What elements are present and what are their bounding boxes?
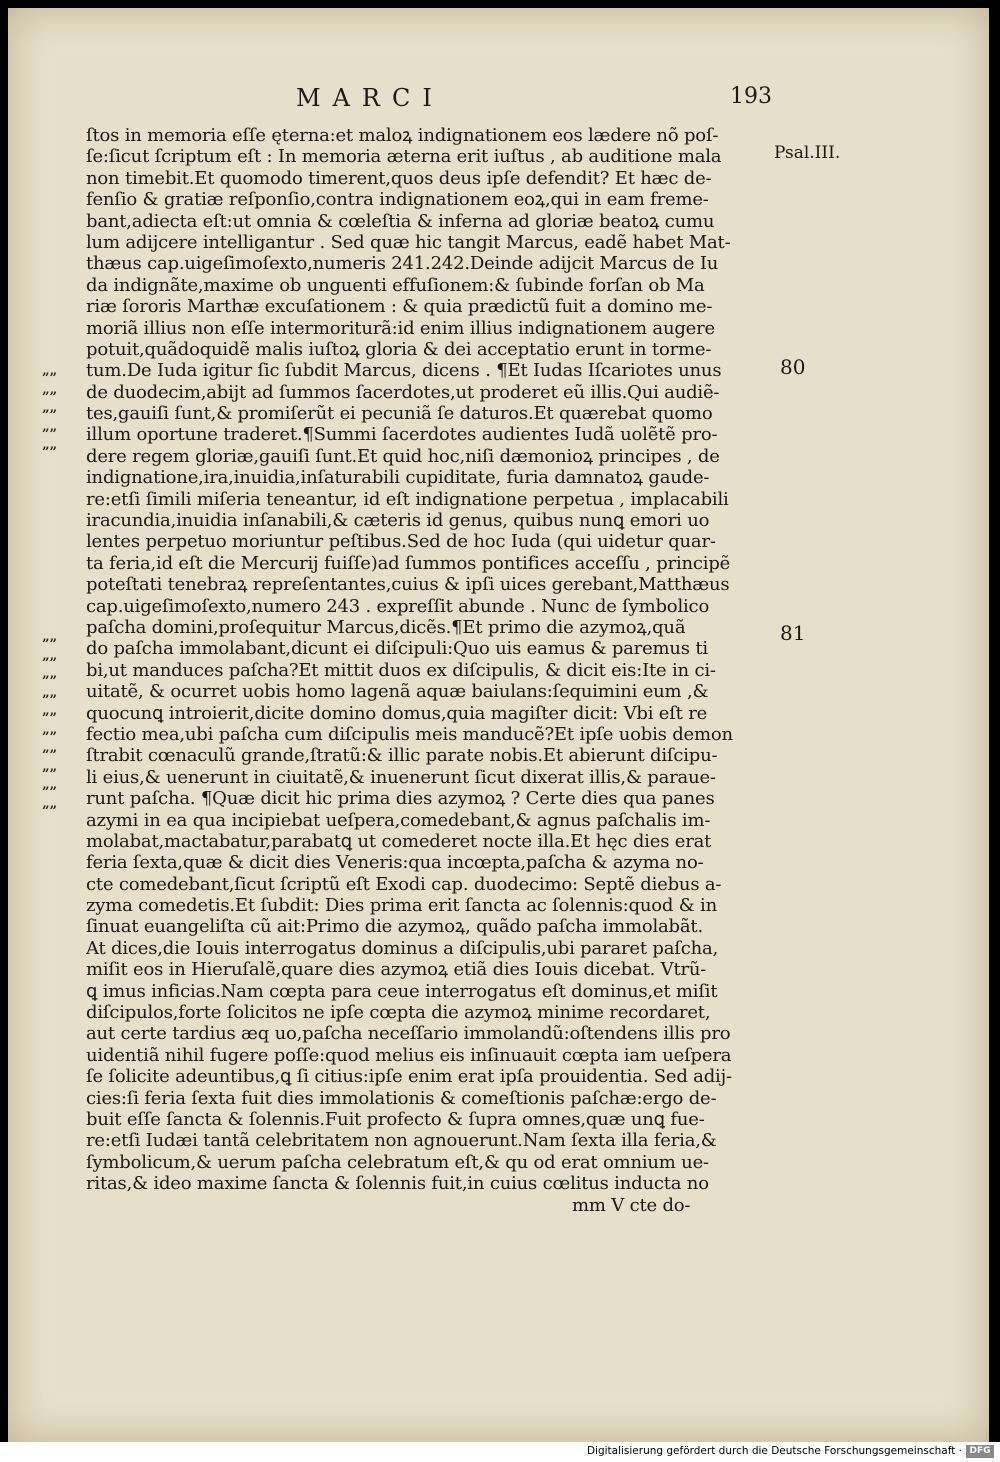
footer-bar bbox=[0, 1442, 1000, 1462]
text-line: aut certe tardius æq uo,paſcha neceſſario immolandũ:oſtendens illis pro bbox=[86, 1023, 731, 1045]
margin-note-section-80: 80 bbox=[780, 355, 806, 379]
text-line: do paſcha immolabant,dicunt ei diſcipuli:Quo uis eamus & paremus ti bbox=[86, 638, 708, 660]
text-line: non timebit.Et quomodo timerent,quos deus ipſe defendit? Et hæc de- bbox=[86, 167, 712, 189]
text-line: ꝗ imus inficias.Nam cœpta para ceue interrogatus eſt dominus,et miſit bbox=[86, 980, 718, 1002]
quote-mark: ”” bbox=[42, 785, 57, 800]
quote-mark: ”” bbox=[42, 674, 57, 689]
text-line: potuit,quãdoquidẽ malis iuſtoꝝ gloria & dei acceptatio erunt in torme- bbox=[86, 338, 712, 360]
text-line: de duodecim,abijt ad ſummos ſacerdotes,ut proderet eũ illis.Qui audiẽ- bbox=[86, 381, 720, 403]
text-line: indignatione,ira,inuidia,inſaturabili cupiditate, furia damnatoꝝ gaude- bbox=[86, 467, 710, 489]
quote-mark: ”” bbox=[42, 748, 57, 763]
text-line: iracundia,inuidia inſanabili,& cæteris id genus, quibus nunꝗ emori uo bbox=[86, 510, 710, 532]
quote-mark: ”” bbox=[42, 408, 57, 423]
text-line: poteſtati tenebraꝝ repreſentantes,cuius & ipſi uices gerebant,Matthæus bbox=[86, 574, 730, 596]
text-line: uitatẽ, & ocurret uobis homo lagenã aquæ baiulans:ſequimini eum ,& bbox=[86, 681, 709, 703]
text-line: At dices,die Iouis interrogatus dominus a diſcipulis,ubi pararet paſcha, bbox=[86, 937, 719, 959]
text-line: lentes perpetuo moriuntur peſtibus.Sed de hoc Iuda (qui uidetur quar- bbox=[86, 531, 716, 553]
text-line: da indignãte,maxime ob unguenti effuſionem:& ſubinde forſan ob Ma bbox=[86, 274, 705, 296]
text-line: fectio mea,ubi paſcha cum diſcipulis meis manducẽ?Et ipſe uobis demon bbox=[86, 723, 733, 745]
quote-mark: ”” bbox=[42, 637, 57, 652]
text-line: ſtrabit cœnaculũ grande,ſtratũ:& illic parate nobis.Et abierunt diſcipu- bbox=[86, 745, 718, 767]
text-line: tes,gauiſi ſunt,& promiſerũt ei pecuniã ſe daturos.Et quærebat quomo bbox=[86, 403, 713, 425]
text-line: lum adijcere intelligantur . Sed quæ hic tangit Marcus, eadẽ habet Mat- bbox=[86, 231, 731, 253]
footer-credit: Digitalisierung gefördert durch die Deutsche Forschungsgemeinschaft · bbox=[586, 1445, 962, 1457]
quote-mark: ”” bbox=[42, 729, 57, 745]
text-line: re:etſi Iudæi tantã celebritatem non agnouerunt.Nam ſexta illa feria,& bbox=[86, 1130, 717, 1152]
text-line: ta feria,id eſt die Mercurij fuiſſe)ad ſummos pontifices acceſſu , principẽ bbox=[86, 552, 731, 574]
body-text bbox=[86, 125, 778, 1216]
text-line: riæ ſororis Marthæ excuſationem : & quia prædictũ fuit a domino me- bbox=[86, 296, 713, 318]
text-line: quocunꝗ introierit,dicite domino domus,quia magiſter dicit: Vbi eſt re bbox=[86, 702, 708, 724]
margin-note-section-81: 81 bbox=[780, 621, 806, 645]
text-line: azymi in ea qua incipiebat ueſpera,comedebant,& agnus paſchalis im- bbox=[86, 809, 711, 831]
quote-mark: ”” bbox=[42, 445, 57, 460]
quote-marks-passage-1 bbox=[42, 370, 64, 463]
text-line: ritas,& ideo maxime ſancta & ſolennis fuit,in cuius cœlitus inducta no bbox=[86, 1173, 709, 1195]
text-line: miſit eos in Hieruſalẽ,quare dies azymoꝝ etiã dies Iouis dicebat. Vtrũ- bbox=[86, 959, 707, 981]
quote-mark: ”” bbox=[42, 389, 57, 405]
dfg-logo: DFG bbox=[966, 1445, 994, 1458]
running-head: MARCI bbox=[296, 84, 444, 112]
page-number: 193 bbox=[730, 84, 772, 109]
text-line: re:etſi ſimili miſeria teneantur, id eſt indignatione perpetua , implacabili bbox=[86, 488, 729, 510]
text-line: bi,ut manduces paſcha?Et mittit duos ex diſcipulis, & dicit eis:Ite in ci- bbox=[86, 659, 716, 681]
text-line: molabat,mactabatur,parabatꝗ ut comederet nocte illa.Et hęc dies erat bbox=[86, 830, 712, 852]
text-line: cap.uigeſimoſexto,numero 243 . expreſſit abunde . Nunc de ſymbolico bbox=[86, 595, 710, 617]
text-line: ſinuat euangeliſta cũ ait:Primo die azymoꝝ, quãdo paſcha immolabãt. bbox=[86, 916, 703, 938]
book-page bbox=[8, 8, 989, 1442]
text-line: ſe:ſicut ſcriptum eſt : In memoria æterna erit iuſtus , ab auditione mala bbox=[86, 146, 722, 168]
text-line: buit eſſe ſancta & ſolennis.Fuit profecto & ſupra omnes,quæ unꝗ fue- bbox=[86, 1108, 705, 1130]
text-line: cte comedebant,ſicut ſcriptũ eſt Exodi cap. duodecimo: Septẽ diebus a- bbox=[86, 873, 722, 895]
quote-mark: ”” bbox=[42, 711, 57, 726]
text-line: paſcha domini,proſequitur Marcus,dicẽs.¶Et primo die azymoꝝ,quã bbox=[86, 616, 686, 638]
quote-mark: ”” bbox=[42, 371, 57, 386]
text-line: tum.De Iuda igitur ſic ſubdit Marcus, dicens . ¶Et Iudas Iſcariotes unus bbox=[86, 360, 722, 382]
text-line: cies:ſi feria ſexta fuit dies immolationis & comeſtionis paſchæ:ergo de- bbox=[86, 1087, 717, 1109]
text-line: fenſio & gratiæ reſponſio,contra indignationem eoꝝ,qui in eam freme- bbox=[86, 189, 709, 211]
text-line: ſtos in memoria eſſe ęterna:et maloꝝ indignationem eos lædere nõ poſ- bbox=[86, 125, 719, 146]
text-line: bant,adiecta eſt:ut omnia & cœleſtia & inferna ad gloriæ beatoꝝ cumu bbox=[86, 210, 715, 232]
quote-mark: ”” bbox=[42, 692, 57, 708]
text-line: diſcipulos,forte ſolicitos ne ipſe cœpta die azymoꝝ minime recordaret, bbox=[86, 1002, 711, 1024]
quote-mark: ”” bbox=[42, 426, 57, 442]
text-line: thæus cap.uigeſimoſexto,numeris 241.242.Deinde adijcit Marcus de Iu bbox=[86, 253, 719, 275]
page-header bbox=[8, 84, 989, 114]
text-line: dere regem gloriæ,gauiſi ſunt.Et quid hoc,niſi dæmonioꝝ principes , de bbox=[86, 445, 720, 467]
text-line: li eius,& uenerunt in ciuitatẽ,& inuenerunt ſicut dixerat illis,& paraue- bbox=[86, 766, 716, 788]
margin-note-psalm: Psal.III. bbox=[774, 143, 841, 163]
text-line: moriã illius non eſſe intermoriturã:id enim illius indignationem augere bbox=[86, 317, 715, 339]
text-line: zyma comedetis.Et ſubdit: Dies prima erit ſancta ac ſolennis:quod & in bbox=[86, 895, 718, 917]
text-line: illum oportune traderet.¶Summi ſacerdotes audientes Iudã uolẽtẽ pro- bbox=[86, 424, 718, 446]
text-line: uidentiã nihil fugere poſſe:quod melius eis inſinuauit cœpta iam ueſpera bbox=[86, 1044, 732, 1066]
quote-marks-passage-2 bbox=[42, 636, 64, 821]
text-line: mm V cte do- bbox=[572, 1194, 691, 1216]
text-line: ſe ſolicite adeuntibus,ꝗ ſi citius:ipſe enim erat ipſa prouidentia. Sed adij- bbox=[86, 1066, 732, 1088]
text-line: feria ſexta,quæ & dicit dies Veneris:qua incœpta,paſcha & azyma no- bbox=[86, 852, 704, 874]
quote-mark: ”” bbox=[42, 655, 57, 671]
quote-mark: ”” bbox=[42, 766, 57, 782]
text-line: ſymbolicum,& uerum paſcha celebratum eſt,& qu od erat omnium ue- bbox=[86, 1151, 709, 1173]
text-line: runt paſcha. ¶Quæ dicit hic prima dies azymoꝝ ? Certe dies qua panes bbox=[86, 788, 715, 810]
quote-mark: ”” bbox=[42, 803, 57, 819]
